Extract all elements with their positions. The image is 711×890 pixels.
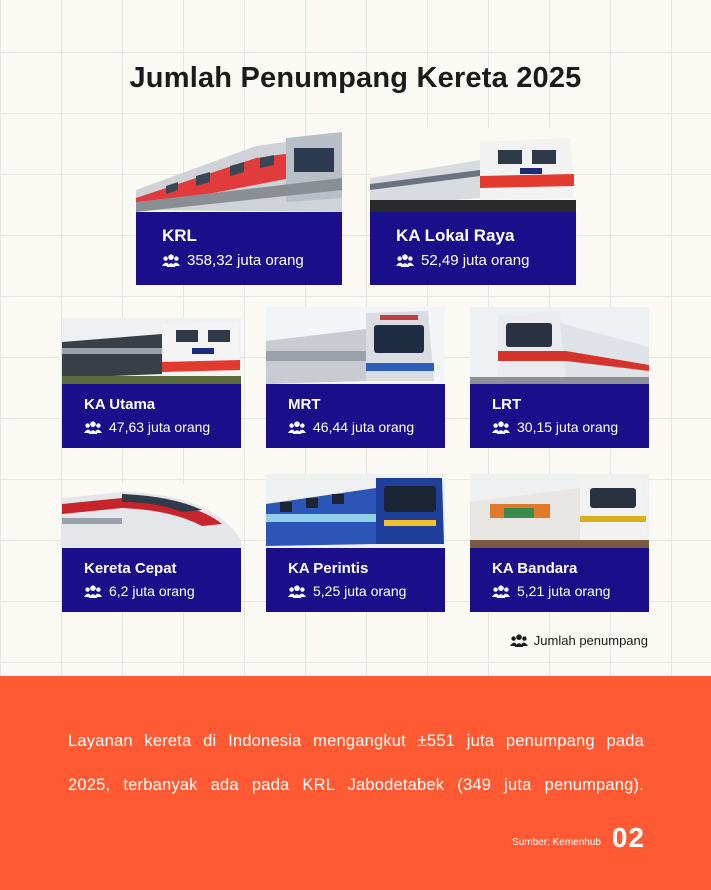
service-name: KA Perintis — [288, 560, 369, 577]
lrt-label-box — [470, 384, 649, 448]
service-name: Kereta Cepat — [84, 560, 177, 577]
ka-perintis-train-image — [266, 474, 445, 548]
passenger-value: 358,32 juta orang — [187, 252, 304, 269]
passenger-value: 52,49 juta orang — [421, 252, 530, 269]
people-icon — [492, 421, 510, 434]
service-name: KA Utama — [84, 396, 156, 413]
legend — [510, 633, 648, 648]
passenger-count — [84, 419, 241, 435]
card-ka-utama — [62, 318, 241, 448]
card-ka-perintis — [266, 474, 445, 612]
passenger-value: 6,2 juta orang — [109, 583, 195, 599]
ka-utama-train-image — [62, 318, 241, 384]
passenger-count — [288, 583, 445, 599]
people-icon — [162, 254, 180, 267]
people-icon — [396, 254, 414, 267]
passenger-count — [396, 252, 576, 269]
ka-perintis-label-box — [266, 548, 445, 612]
card-lrt — [470, 307, 649, 448]
passenger-value: 5,21 juta orang — [517, 583, 611, 599]
page-number: 02 — [611, 822, 645, 853]
ka-utama-label-box — [62, 384, 241, 448]
kereta-cepat-train-image — [62, 484, 241, 548]
passenger-value: 30,15 juta orang — [517, 419, 619, 435]
people-icon — [288, 421, 306, 434]
ka-lokal-raya-label-box — [370, 212, 576, 285]
passenger-value: 47,63 juta orang — [109, 419, 211, 435]
mrt-train-image — [266, 307, 445, 384]
summary-line-1: Layanan kereta di Indonesia mengangkut ±551 juta penumpang pada — [68, 732, 644, 750]
page-title: Jumlah Penumpang Kereta 2025 — [129, 62, 582, 94]
card-kereta-cepat — [62, 484, 241, 612]
service-name: MRT — [288, 396, 321, 413]
card-ka-bandara — [470, 474, 649, 612]
lrt-train-image — [470, 307, 649, 384]
people-icon — [288, 585, 306, 598]
service-name: KA Lokal Raya — [396, 226, 515, 245]
people-icon — [84, 585, 102, 598]
card-ka-lokal-raya — [370, 128, 576, 285]
passenger-count — [288, 419, 445, 435]
ka-lokal-raya-train-image — [370, 128, 576, 212]
passenger-count — [492, 419, 649, 435]
passenger-value: 5,25 juta orang — [313, 583, 407, 599]
ka-bandara-train-image — [470, 474, 649, 548]
service-name: LRT — [492, 396, 522, 413]
service-name: KRL — [162, 226, 197, 245]
card-krl — [136, 128, 342, 285]
krl-label-box — [136, 212, 342, 285]
passenger-value: 46,44 juta orang — [313, 419, 415, 435]
kereta-cepat-label-box — [62, 548, 241, 612]
legend-label: Jumlah penumpang — [533, 633, 648, 648]
ka-bandara-label-box — [470, 548, 649, 612]
mrt-label-box — [266, 384, 445, 448]
card-mrt — [266, 307, 445, 448]
summary-text — [68, 719, 644, 807]
people-icon — [492, 585, 510, 598]
people-icon — [84, 421, 102, 434]
passenger-count — [492, 583, 649, 599]
source-note: Sumber: Kemenhub — [512, 837, 601, 848]
krl-train-image — [136, 128, 342, 212]
footer-panel — [0, 676, 711, 890]
summary-line-2: 2025, terbanyak ada pada KRL Jabodetabek (349 juta penumpang). — [68, 776, 644, 794]
people-icon — [510, 634, 528, 647]
service-name: KA Bandara — [492, 560, 578, 577]
passenger-count — [162, 252, 342, 269]
passenger-count — [84, 583, 241, 599]
